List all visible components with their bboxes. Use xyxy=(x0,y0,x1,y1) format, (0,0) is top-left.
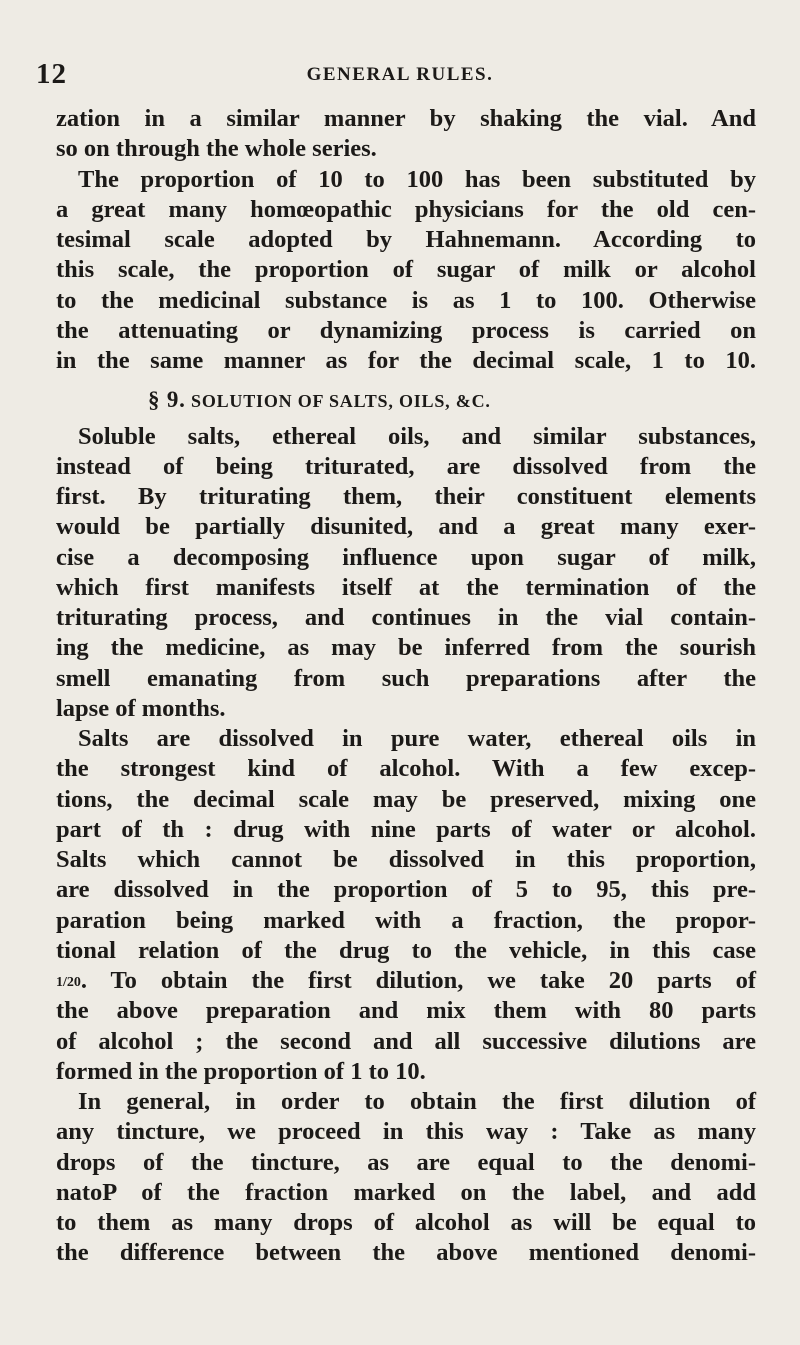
running-head xyxy=(36,58,764,92)
text-line: ing the medicine, as may be inferred from the sourish xyxy=(56,634,756,662)
text-fragment: . To obtain the first dilution, we take 20 parts of xyxy=(80,967,756,994)
section-number: § 9. xyxy=(148,387,186,413)
text-line: the above preparation and mix them with 80 parts xyxy=(56,997,756,1025)
text-line: tions, the decimal scale may be preserved, mixing one xyxy=(56,785,756,813)
text-line: In general, in order to obtain the first dilution of xyxy=(78,1088,756,1115)
text-line: natoP of the fraction marked on the label, and add xyxy=(56,1178,756,1206)
text-line: which first manifests itself at the termination of the xyxy=(56,573,756,601)
text-line: to them as many drops of alcohol as will be equal to xyxy=(56,1209,756,1236)
text-line: the attenuating or dynamizing process is carried on xyxy=(56,316,756,344)
text-line: triturating process, and continues in the vial contain- xyxy=(56,604,756,631)
text-line: tional relation of the drug to the vehicle, in this case xyxy=(56,936,756,964)
text-line: first. By triturating them, their constituent elements xyxy=(56,483,756,510)
text-line: lapse of months. xyxy=(56,694,226,722)
text-line: the difference between the above mentioned denomi- xyxy=(56,1239,756,1267)
section-heading xyxy=(56,385,756,415)
text-line: Salts are dissolved in pure water, ethereal oils in xyxy=(78,725,756,752)
text-line: cise a decomposing influence upon sugar of milk, xyxy=(56,543,756,571)
text-line: zation in a similar manner by shaking the vial. And xyxy=(56,105,756,132)
text-line-with-fraction xyxy=(56,966,756,996)
section-title: SOLUTION OF SALTS, OILS, &C. xyxy=(191,391,491,412)
text-line: formed in the proportion of 1 to 10. xyxy=(56,1057,426,1085)
text-line: drops of the tincture, as are equal to the denomi- xyxy=(56,1148,756,1176)
body-text xyxy=(56,104,756,1269)
text-line: instead of being triturated, are dissolved from the xyxy=(56,452,756,480)
text-line: are dissolved in the proportion of 5 to 95, this pre- xyxy=(56,876,756,904)
text-line: of alcohol ; the second and all successive dilutions are xyxy=(56,1027,756,1055)
text-line: to the medicinal substance is as 1 to 100. Otherwise xyxy=(56,286,756,314)
text-line: part of th : drug with nine parts of water or alcohol. xyxy=(56,815,756,843)
text-line: paration being marked with a fraction, the propor- xyxy=(56,906,756,934)
text-line: the strongest kind of alcohol. With a few excep- xyxy=(56,755,756,783)
text-line: The proportion of 10 to 100 has been substituted by xyxy=(78,165,756,193)
fraction: 1/20 xyxy=(56,975,81,990)
text-line: so on through the whole series. xyxy=(56,135,377,163)
page-number: 12 xyxy=(36,58,67,90)
text-line: would be partially disunited, and a great many exer- xyxy=(56,513,756,541)
text-line: a great many homœopathic physicians for the old cen- xyxy=(56,195,756,223)
text-line: Salts which cannot be dissolved in this proportion, xyxy=(56,846,756,873)
running-title: GENERAL RULES. xyxy=(306,64,494,85)
text-line: any tincture, we proceed in this way : Take as many xyxy=(56,1118,756,1146)
text-line: in the same manner as for the decimal scale, 1 to 10. xyxy=(56,347,756,374)
text-line: this scale, the proportion of sugar of milk or alcohol xyxy=(56,256,756,284)
text-line: tesimal scale adopted by Hahnemann. According to xyxy=(56,226,756,253)
text-line: Soluble salts, ethereal oils, and similar substances, xyxy=(78,422,756,450)
text-line: smell emanating from such preparations after the xyxy=(56,664,756,692)
